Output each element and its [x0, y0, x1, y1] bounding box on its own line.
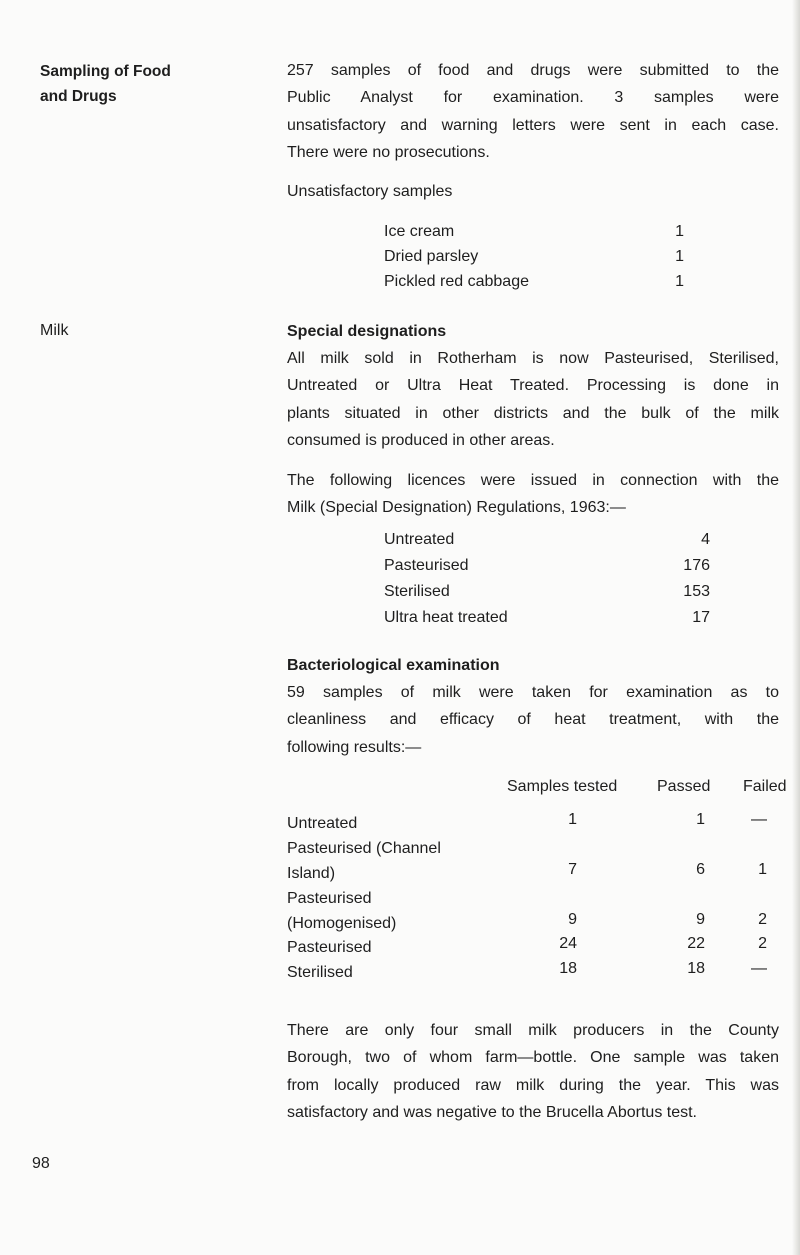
cell-passed: 1	[696, 811, 705, 828]
paragraph-line: The following licences were issued in connection with the	[287, 472, 779, 489]
cell-failed: 2	[758, 911, 767, 928]
licence-paragraph	[287, 467, 779, 522]
cell-tested: 7	[568, 861, 577, 878]
licence-row: Ultra heat treated 17	[384, 609, 710, 626]
paragraph-line: unsatisfactory and warning letters were sent in each case.	[287, 116, 779, 134]
special-designations-title: Special designations	[287, 323, 447, 340]
paragraph-line: Untreated or Ultra Heat Treated. Processing is done in	[287, 377, 779, 395]
bacteriological-paragraph	[287, 679, 779, 761]
header-passed: Passed	[657, 778, 711, 795]
paragraph-line: Borough, two of whom farm—bottle. One sample was taken	[287, 1049, 779, 1067]
cell-tested: 24	[559, 935, 577, 952]
cell-tested: 1	[568, 811, 577, 828]
table-row-label: (Homogenised)	[287, 915, 397, 932]
page-number: 98	[32, 1155, 50, 1172]
section-heading-food: Sampling of Food and Drugs	[40, 63, 171, 105]
licence-row: Pasteurised 176	[384, 557, 710, 574]
cell-passed: 18	[687, 960, 705, 977]
paragraph-line: All milk sold in Rotherham is now Pasteurised, Sterilised,	[287, 350, 779, 367]
cell-failed: —	[751, 811, 767, 828]
paragraph-line: from locally produced raw milk during the year. This was	[287, 1076, 779, 1094]
header-samples-tested: Samples tested	[507, 778, 618, 795]
paragraph-line: Milk (Special Designation) Regulations, 1963:—	[287, 499, 626, 517]
unsatisfactory-title: Unsatisfactory samples	[287, 183, 453, 200]
header-failed: Failed	[743, 778, 787, 795]
table-row-label: Pasteurised	[287, 890, 372, 907]
cell-passed: 22	[687, 935, 705, 952]
paragraph-line: following results:—	[287, 738, 422, 756]
paragraph-line: satisfactory and was negative to the Brucella Abortus test.	[287, 1104, 697, 1122]
cell-tested: 9	[568, 911, 577, 928]
paragraph-line: 257 samples of food and drugs were submitted to the	[287, 62, 779, 79]
list-item: Ice cream 1	[384, 223, 684, 240]
paragraph-line: plants situated in other districts and the bulk of the milk	[287, 404, 779, 422]
closing-paragraph	[287, 1017, 779, 1127]
table-row-label: Island)	[287, 865, 336, 882]
licence-row: Sterilised 153	[384, 583, 710, 600]
list-item: Pickled red cabbage 1	[384, 273, 684, 290]
cell-failed: 2	[758, 935, 767, 952]
table-row-label: Pasteurised (Channel	[287, 840, 441, 857]
paragraph-line: 59 samples of milk were taken for examination as to	[287, 684, 779, 701]
cell-failed: 1	[758, 861, 767, 878]
table-row-label: Sterilised	[287, 964, 353, 981]
table-row-label: Pasteurised	[287, 939, 372, 956]
paragraph-line: There were no prosecutions.	[287, 144, 490, 162]
cell-failed: —	[751, 960, 767, 977]
section-heading-milk: Milk	[40, 322, 69, 339]
licence-row: Untreated 4	[384, 531, 710, 548]
cell-passed: 9	[696, 911, 705, 928]
paragraph-line: consumed is produced in other areas.	[287, 432, 555, 450]
page-edge-shadow	[792, 0, 800, 1255]
list-item: Dried parsley 1	[384, 248, 684, 265]
table-row-label: Untreated	[287, 815, 358, 832]
paragraph-line: There are only four small milk producers in the County	[287, 1022, 779, 1039]
cell-passed: 6	[696, 861, 705, 878]
paragraph-line: cleanliness and efficacy of heat treatment, with the	[287, 711, 779, 729]
paragraph-line: Public Analyst for examination. 3 samples were	[287, 89, 779, 107]
special-paragraph	[287, 345, 779, 455]
food-paragraph	[287, 57, 779, 167]
cell-tested: 18	[559, 960, 577, 977]
bacteriological-title: Bacteriological examination	[287, 657, 500, 674]
